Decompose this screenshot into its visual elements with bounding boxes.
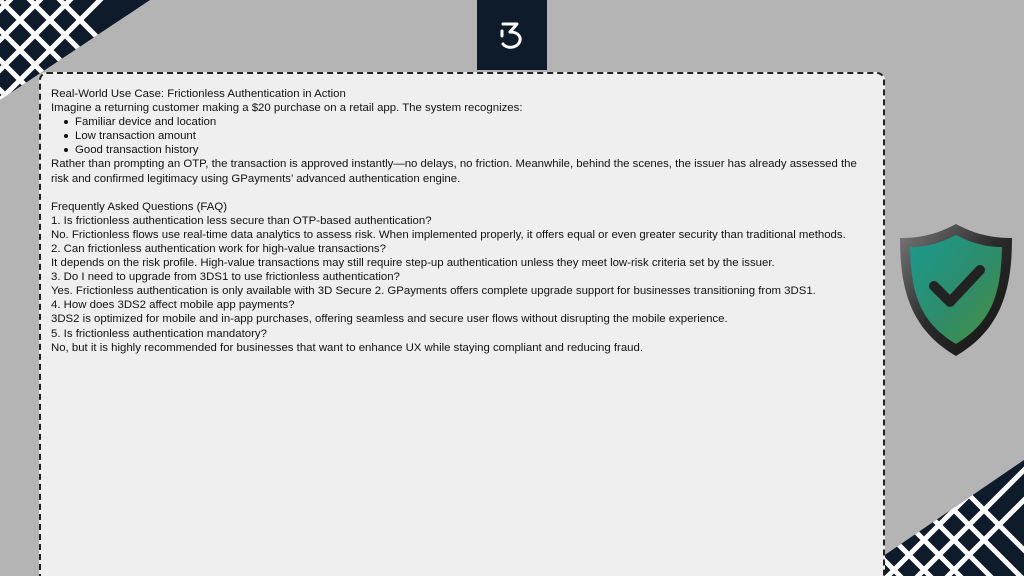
- list-item: Familiar device and location: [75, 115, 873, 129]
- g-brand-logo-icon: [495, 18, 529, 52]
- list-item: Low transaction amount: [75, 129, 873, 143]
- brand-logo: [477, 0, 547, 70]
- faq-answer: No, but it is highly recommended for businesses that want to enhance UX while staying compliant and reducing fraud.: [51, 341, 644, 354]
- faq-heading: Frequently Asked Questions (FAQ): [51, 200, 227, 213]
- faq-question: 3. Do I need to upgrade from 3DS1 to use frictionless authentication?: [51, 271, 400, 284]
- faq-answer: Yes. Frictionless authentication is only available with 3D Secure 2. GPayments offers complete upgrade support for businesses transitioning from 3DS1.: [51, 285, 816, 298]
- shield-check-icon: [896, 222, 1016, 358]
- usecase-heading: Real-World Use Case: Frictionless Authentication in Action: [51, 88, 346, 100]
- list-item: Good transaction history: [75, 143, 873, 157]
- usecase-intro: Imagine a returning customer making a $20 purchase on a retail app. The system recognizes:: [51, 102, 523, 115]
- faq-question: 1. Is frictionless authentication less secure than OTP-based authentication?: [51, 214, 432, 227]
- faq-question: 5. Is frictionless authentication mandatory?: [51, 327, 267, 340]
- faq-question: 2. Can frictionless authentication work for high-value transactions?: [51, 242, 386, 255]
- faq-answer: 3DS2 is optimized for mobile and in-app purchases, offering seamless and secure user flows without disrupting the mobile experience.: [51, 313, 728, 326]
- faq-question: 4. How does 3DS2 affect mobile app payments?: [51, 299, 295, 312]
- section-spacer: [51, 186, 873, 200]
- usecase-bullet-list: [51, 115, 873, 157]
- faq-answer: No. Frictionless flows use real-time data analytics to assess risk. When implemented properly, it offers equal or even greater security than traditional methods.: [51, 228, 846, 241]
- faq-answer: It depends on the risk profile. High-value transactions may still require step-up authentication unless they meet low-risk criteria set by the issuer.: [51, 257, 775, 270]
- content-card: [39, 72, 885, 576]
- usecase-outcome: Rather than prompting an OTP, the transaction is approved instantly—no delays, no friction. Meanwhile, behind the scenes, the issuer has already assessed the risk and confirmed legitimacy using GPayments’ advanced authentication engine.: [51, 158, 857, 185]
